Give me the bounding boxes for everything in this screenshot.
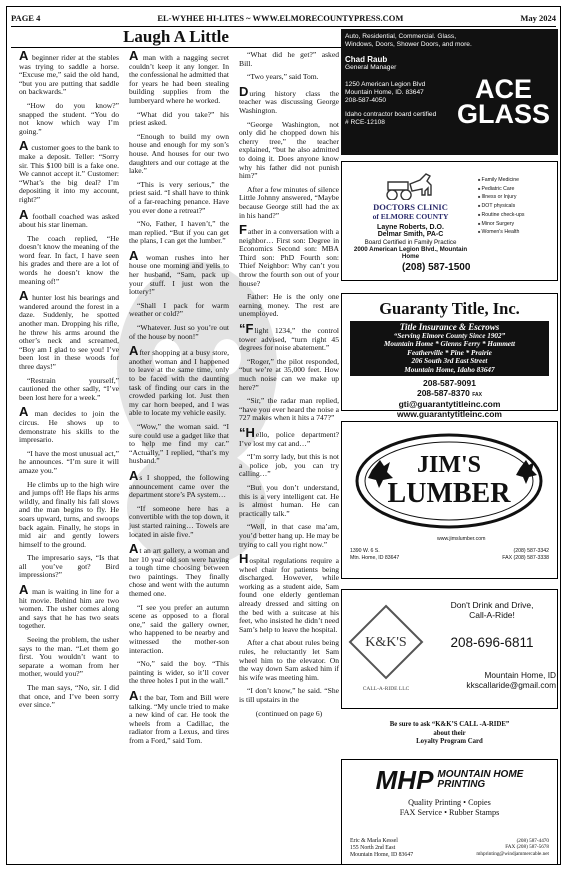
joke-paragraph [129,302,229,319]
joke-text: “Restrain yourself,” cautioned the other sadly, “I’ve been lost here for a week.” [19,375,119,402]
drop-cap: A [19,48,29,63]
joke-paragraph [129,133,229,176]
joke-paragraph [19,138,119,204]
ace-rce: # RCE-12108 [345,119,385,126]
joke-paragraph [129,505,229,539]
joke-paragraph [239,73,339,82]
guaranty-phone-1: 208-587-9091 [423,378,476,388]
joke-paragraph [129,604,229,656]
joke-text: “This is very serious,” the priest said. “I shall have to think of a far-reaching penance. Have you ever done a retreat?” [129,179,229,215]
joke-text: customer goes to the bank to make a deposit. Teller: “Sorry sir. This $100 bill is a fake one. We cannot accept it.” Customer: “What’s the big deal? I’m depositing it into my account, right?” [19,143,119,204]
loyalty-note [341,717,558,753]
drop-cap: F [239,222,247,238]
joke-paragraph [19,377,119,403]
guaranty-email: gti@guarantytitleinc.com [398,399,501,409]
drop-cap: A [19,582,29,598]
jims-logo-line2: LUMBER [387,478,511,509]
clinic-service-item: ■ Illness or Injury [478,193,525,202]
joke-text: t the bar, Tom and Bill were talking. “My uncle tried to make a new kind of car. He took the wheels from a Cadillac, the radiator from a Lexus, and tires from a Ford,” said Tom. [129,693,229,745]
ace-glass-logo [456,74,550,129]
joke-text: “How do you know?” snapped the student. “You do not know which way I’m going.” [19,100,119,136]
joke-paragraph [19,450,119,476]
kk-slogan-1: Don't Drink and Drive, [450,600,534,610]
clinic-phone: (208) 587-1500 [402,262,471,273]
clinic-service-item: ■ Pediatric Care [478,185,525,194]
kk-call-a-ride-ad [341,589,558,709]
clinic-title-1: DOCTORS CLINIC [373,202,448,212]
drop-cap: A [19,138,29,154]
guaranty-address-1: 206 South 3rd East Street [411,357,488,365]
joke-text: “What did he get?” asked Bill. [239,50,339,68]
joke-paragraph [239,397,339,423]
joke-paragraph [129,541,229,599]
clinic-service-item: ■ Routine check-ups [478,211,525,220]
guaranty-banner [350,321,549,376]
joke-text: “George Washington, not only did he chopped down his cherry tree,” the teacher explained, “but he also admitted to doing it. Does anyone know why his father did not punish him?” [239,119,339,181]
jims-lumber-logo [352,430,547,532]
ace-logo-line1: ACE [474,74,532,104]
guaranty-address-2: Mountain Home, Idaho 83647 [404,365,495,374]
mhp-address [350,838,413,858]
guaranty-towns-2: Featherville * Pine * Prairie [407,348,492,357]
guaranty-since: “Serving Elmore County Since 1902” [393,331,506,340]
jims-address-1: 1390 W. 6 S. [350,548,380,554]
joke-paragraph [19,288,119,371]
joke-text: “No, Father, I haven’t,” the man replied. “But if you can get the plans, I can get the lumber.” [129,219,229,246]
joke-paragraph [239,186,339,220]
joke-text: man decides to join the circus. He shows up to demonstrate his skills to the impresario. [19,409,119,445]
mhp-logo [342,765,557,795]
drop-cap: A [129,247,139,263]
joke-text: The impresario says, “Is that all you’ve got? Bird impressions?” [19,553,119,580]
joke-paragraph [19,206,119,230]
joke-paragraph [19,636,119,679]
joke-paragraph [129,423,229,466]
kk-sub: CALL-A-RIDE LLC [362,686,410,692]
joke-text: The man says, “No, sir. I did that once, and I’ve been sorry ever since.” [19,683,119,710]
jokes-column-3 [239,51,339,723]
joke-text: “I’m sorry lady, but this is not a police job, you can try calling…” [239,452,339,479]
joke-text: t an art gallery, a woman and her 10 year old son were having a tough time choosing between two paintings. They finally chose and went with the autumn themed one. [129,546,229,599]
joke-text: woman rushes into her house one morning and yells to her husband, “Sam, pack up your stuff. I just won the lottery!” [129,252,229,297]
joke-paragraph [239,484,339,518]
joke-paragraph [129,111,229,128]
joke-paragraph [19,582,119,631]
joke-text: Seeing the problem, the usher says to the man. “Let them go first. You wouldn’t want to separate a woman from her mother, would you?” [19,635,119,679]
drop-cap: A [129,343,139,359]
mountain-home-printing-ad [341,759,558,865]
clinic-doctor-1: Layne Roberts, D.O. [377,224,444,231]
drop-cap: H [239,551,249,567]
joke-text: The coach replied, “He doesn’t know the meaning of the word fear. In fact, I have seen his grades and there are a lot of words he doesn’t know the meaning of!” [19,233,119,286]
joke-text: “What did you take?” his priest asked. [129,109,229,128]
joke-paragraph [129,181,229,215]
joke-text: hunter lost his bearings and wandered around the forest in a daze. Suddenly, he spotted another man. Dropping his rifle, he threw his arms around the other’s neck and screamed, “Boy am I glad to see you! I’ve been lost in these woods for three days!” [19,293,119,371]
kk-email: kkscallaride@gmail.com [466,680,556,690]
guaranty-web: www.guarantytitleinc.com [396,408,502,419]
ace-address-1: 1250 American Legion Blvd [345,81,426,88]
mhp-phone: (208) 587-4470 [516,838,549,844]
kk-logo-text: K&K'S [365,635,407,650]
joke-text: After a chat about rules being rules, he reluctantly let Sam wheel him to the elevator. On the way down Sam asked him if his wife was meeting him. [239,638,339,682]
ace-glass-ad [341,29,558,155]
joke-paragraph [19,235,119,287]
joke-text: s I shopped, the following announcement came over the department store’s PA system… [129,472,229,500]
page-number: PAGE 4 [11,13,41,23]
joke-text: ather in a conversation with a neighbor… First son: Degree in Economics Second son: MBA Third son: PhD Fourth son: Thief Neighbor: Why can’t you throw the fourth son out of your house? [239,227,339,288]
kk-slogan [428,600,556,620]
joke-paragraph [129,343,229,418]
jokes-column-2 [129,48,229,751]
drop-cap: A [129,48,139,63]
kk-slogan-2: Call-A-Ride! [469,610,515,620]
joke-paragraph [129,247,229,297]
kk-contact [428,670,556,690]
joke-text: “Well, in that case ma’am, you’d better hang up. He may be trying to call you right now.” [239,522,339,549]
doctors-clinic-ad [341,161,558,281]
drop-cap: A [129,688,139,703]
newspaper-page [6,6,561,865]
drop-cap: D [239,83,249,99]
joke-text: uring history class the teacher was discussing George Washington. [239,88,339,115]
ace-services: Auto, Residential, Commercial. Glass, Windows, Doors, Shower Doors, and more. [345,33,472,48]
joke-text: light 1234,” the control tower advised, “turn right 45 degrees for noise abatement.” [239,326,339,353]
masthead: EL-WYHEE HI-LITES ~ WWW.ELMORECOUNTYPRESS.COM [157,13,404,23]
drop-cap: A [129,467,139,483]
mhp-address-3: Mountain Home, ID 83647 [350,851,414,858]
joke-paragraph [19,684,119,710]
kk-logo [348,604,424,680]
joke-paragraph [129,467,229,500]
drop-cap: “H [239,424,255,440]
jokes-column-1 [19,48,119,715]
jims-fax: FAX (208) 587-3338 [502,554,549,561]
mhp-address-2: 155 North 2nd East [350,844,396,851]
clinic-title-2: of ELMORE COUNTY [372,212,449,221]
drop-cap: A [19,288,29,304]
ace-contact-role: General Manager [345,64,397,71]
jims-address-2: Mtn. Home, ID 83647 [350,554,400,561]
joke-paragraph [239,321,339,353]
joke-text: He climbs up to the high wire and jumps off! He flaps his arms wildly, and finally his fall slows and the man begins to fly. He soars upward, turns, and swoops back again. Finally, he stops in mid air and gently lowers himself to the ground. [19,479,119,549]
kk-phone: 208-696-6811 [450,635,534,650]
joke-paragraph [129,48,229,106]
joke-paragraph [239,453,339,479]
joke-text: ospital regulations require a wheel chair for patients being discharged. However, while working as a student aide, Sam found one elderly gentleman already dressed and sitting on the bed with a suitcase at his feet, who insisted he didn’t need Sam’s help to leave the hospital. [239,556,339,634]
mhp-logo-mark: MHP [375,765,434,795]
guaranty-title-ad [341,293,558,419]
clinic-doctor-2: Delmar Smith, PA-C [377,231,444,239]
loyalty-note-1: Be sure to ask “K&K’S CALL -A-RIDE” [389,721,510,728]
joke-text: “If someone here has a convertible with the top down, it just started raining… Towels are located in aisle five.” [129,503,229,539]
joke-paragraph [19,481,119,550]
guaranty-phone-2: 208-587-8370 [416,387,470,398]
jims-phones [502,548,549,561]
joke-text: “No,” said the boy. “This painting is wider, so it’ll cover the three holes I put in the wall.” [129,659,229,686]
joke-text: “Wow,” the woman said. “I sure could use a gadget like that to help me find my car.” “Actually,” I replied, “that’s my husband.” [129,421,229,466]
clinic-service-item: ■ DOT physicals [478,202,525,211]
mhp-contacts [476,838,549,857]
joke-paragraph [239,523,339,549]
joke-text: “Roger,” the pilot responded, “but we’re at 35,000 feet. How much noise can we make up here?” [239,356,339,392]
clinic-service-item: ■ Minor Surgery [478,220,525,229]
joke-text: man with a nagging secret couldn’t keep it any longer. In the confessional he admitted that for years he had been stealing building supplies from the lumberyard where he worked. [129,53,229,105]
guaranty-towns-1: Mountain Home * Glenns Ferry * Hammett [384,340,515,348]
joke-text: “Enough to build my own house and enough for my son’s house. And houses for our two daughters and our cottage at the lake.” [129,131,229,176]
joke-paragraph [239,358,339,392]
ace-contact-name: Chad Raub [345,55,388,64]
horse-buggy-icon [382,168,442,200]
clinic-details [348,224,473,260]
joke-paragraph [19,102,119,136]
clinic-title [348,202,473,221]
joke-text: After a few minutes of silence Little Johnny answered, “Maybe because George still had the ax in his hand?” [239,184,339,220]
loyalty-note-2: about their [433,729,466,737]
jims-web: www.jimslumber.com [437,536,486,542]
joke-paragraph [239,639,339,682]
joke-paragraph [239,222,339,288]
joke-paragraph [239,293,339,319]
ace-address-2: Mountain Home, ID. 83647 [345,89,424,96]
mhp-fax: FAX (208) 587-5678 [505,844,549,851]
joke-text: “Two years,” said Tom. [247,72,319,82]
drop-cap: A [19,206,29,222]
joke-text: “Whatever. Just so you’re out of the house by noon!” [129,323,229,341]
clinic-service-item: ■ Family Medicine [478,176,525,185]
section-title: Laugh A Little [11,29,341,48]
joke-paragraph [239,51,339,68]
joke-text: “But you don’t understand, this is a very intelligent cat. He is almost human. He can practically talk.” [239,482,339,518]
joke-paragraph [19,404,119,445]
joke-text: fter shopping at a busy store, another woman and I happened to leave at the same time, only to be faced with the daunting task of finding our cars in the crowded parking lot. Just then my car horn beeped, and I was able to locate my vehicle easily. [129,348,229,418]
joke-paragraph [19,48,119,97]
joke-text: man is waiting in line for a hit movie. Behind him are two women. The usher comes along and says that he has two seats together. [19,587,119,631]
joke-paragraph [239,551,339,634]
joke-text: Father: He is the only one earning money. The rest are unemployed. [239,292,339,319]
page-header [11,10,556,27]
joke-paragraph [239,424,339,448]
joke-paragraph [129,220,229,246]
jims-address [350,548,399,561]
joke-paragraph [239,83,339,116]
joke-paragraph [129,660,229,686]
joke-text: “Shall I pack for warm weather or cold?” [129,300,229,319]
guaranty-name: Guaranty Title, Inc. [379,299,520,318]
mhp-name-1: MOUNTAIN HOME [437,769,524,780]
ace-logo-line2: GLASS [456,99,550,129]
joke-paragraph [19,554,119,580]
issue-date: May 2024 [520,13,556,23]
loyalty-note-3: Loyalty Program Card [416,738,483,745]
mhp-services-1: Quality Printing • Copies [408,798,491,807]
mhp-name-2: PRINTING [437,779,486,790]
jims-logo-line1: JIM'S [416,452,482,478]
joke-paragraph [239,121,339,181]
mhp-email: mhprinting@windjammercable.net [476,850,549,857]
continued-note: (continued on page 6) [255,708,323,718]
mhp-services-2: FAX Service • Rubber Stamps [399,807,500,817]
guaranty-fax-label: FAX [472,391,483,398]
ace-phone: 208-587-4050 [345,97,387,104]
joke-text: “I have the most unusual act,” he announces. “I’m sure it will amaze you.” [19,448,119,475]
joke-text: “Sir,” the radar man replied, “have you ever heard the noise a 727 makes when it hits a 747?” [239,396,339,423]
drop-cap: A [19,404,29,420]
jims-phone: (208) 587-3342 [513,548,549,554]
ace-license: Idaho contractor board certified [345,111,437,118]
clinic-service-item: ■ Women's Health [478,228,525,237]
joke-text: football coached was asked about his star lineman. [19,211,119,230]
joke-paragraph [239,687,339,704]
kk-city: Mountain Home, ID [484,670,556,680]
joke-text: beginner rider at the stables was trying to saddle a horse. “Excuse me,” said the old hand, “but you are putting that saddle on backwards.” [19,53,119,97]
clinic-certification: Board Certified in Family Practice [364,238,457,246]
joke-paragraph [129,688,229,746]
joke-text: ello, police department? I’ve lost my cat and…” [239,429,339,448]
drop-cap: A [129,541,139,557]
joke-text: “I don’t know,” he said. “She is till upstairs in the [239,686,339,704]
clinic-address: 2000 American Legion Blvd., Mountain Home [353,245,468,261]
guaranty-tagline: Title Insurance & Escrows [399,322,500,332]
clinic-services-list [478,176,525,237]
drop-cap: “F [239,321,254,337]
joke-paragraph [129,324,229,341]
jims-lumber-ad [341,421,558,579]
mhp-address-1: Eric & Marla Kessel [350,838,398,844]
guaranty-contacts [342,379,557,419]
joke-text: “I see you prefer an autumn scene as opposed to a floral one,” said the gallery owner, who happened to be nearby and witnessed the mother-son interaction. [129,602,229,655]
